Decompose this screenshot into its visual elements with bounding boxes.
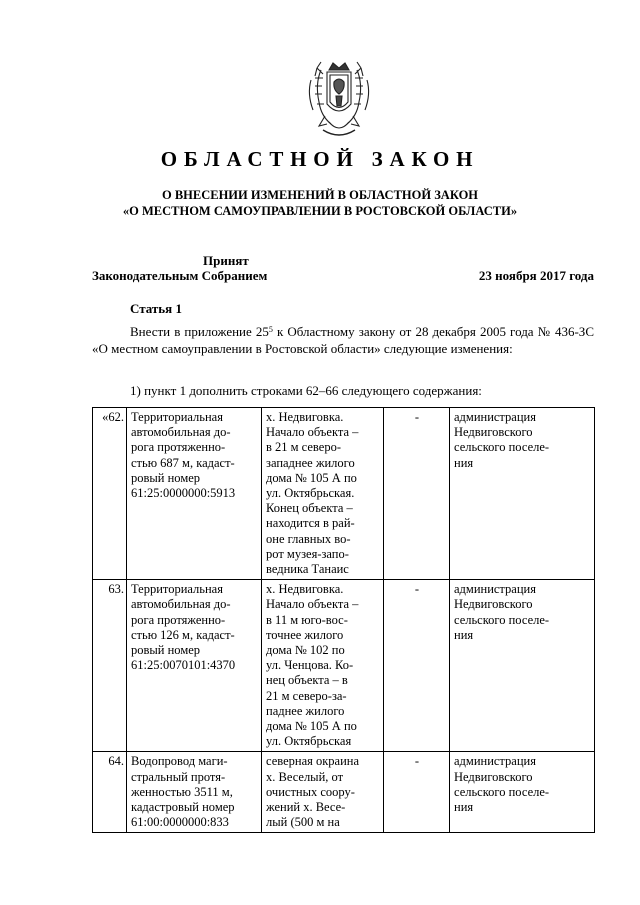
object-location-line: ул. Ченцова. Ко- (266, 658, 354, 673)
object-location-line: дома № 105 А по (266, 470, 357, 485)
object-location-line: очистных соору- (266, 784, 355, 799)
object-name-line: рога протяженно- (131, 440, 226, 455)
object-location-line: дома № 105 А по (266, 719, 357, 734)
administration-line: сельского поселе- (454, 784, 550, 799)
row-number-cell: 64. (93, 752, 127, 833)
adopted-label: Принят (203, 253, 249, 268)
object-location-line: оне главных во- (266, 531, 351, 546)
object-location-line: ведника Танаис (266, 562, 349, 577)
object-name-line: стью 687 м, кадаст- (131, 455, 235, 470)
object-name-line: 61:25:0000000:5913 (131, 486, 236, 501)
object-name-line: стральный протя- (131, 769, 226, 784)
administration-line: сельского поселе- (454, 440, 550, 455)
object-location-line: лый (500 м на (266, 815, 340, 830)
object-name-line: 61:25:0070101:4370 (131, 658, 236, 673)
object-location-line: х. Недвиговка. (266, 582, 344, 597)
law-subtitle-line-2: «О МЕСТНОМ САМОУПРАВЛЕНИИ В РОСТОВСКОЙ ОБЛАСТИ» (122, 204, 518, 218)
object-name-line: кадастровый номер (131, 800, 235, 815)
empty-column-cell: - (384, 580, 450, 752)
object-location-cell (262, 752, 384, 833)
object-location-line: ул. Октябрьская. (266, 486, 355, 501)
administration-line: сельского поселе- (454, 612, 550, 627)
paragraph-1-start: Внести в приложение 25 (130, 324, 269, 339)
table-row (93, 580, 595, 752)
article-paragraph-2: 1) пункт 1 дополнить строками 62–66 следующего содержания: (130, 383, 482, 398)
row-number-cell: «62. (93, 408, 127, 580)
object-location-line: жений х. Весе- (266, 800, 346, 815)
table-row (93, 752, 595, 833)
administration-line: администрация (454, 410, 536, 424)
object-name-line: Территориальная (131, 582, 223, 597)
object-name-cell (127, 408, 262, 580)
administration-line: Недвиговского (454, 597, 533, 612)
adoption-date: 23 ноября 2017 года (478, 268, 594, 283)
administration-line: администрация (454, 754, 536, 769)
empty-column-cell: - (384, 752, 450, 833)
object-location-line: северная окраина (266, 754, 360, 769)
row-number-cell: 63. (93, 580, 127, 752)
administration-line: Недвиговского (454, 425, 533, 440)
page-bottom-margin (92, 834, 594, 905)
object-location-line: ул. Октябрьская (266, 734, 352, 749)
administration-line: ния (454, 800, 474, 815)
article-heading: Статья 1 (130, 301, 182, 316)
object-name-cell (127, 580, 262, 752)
object-location-line: 21 м северо-за- (266, 688, 347, 703)
object-location-line: нец объекта – в (266, 673, 348, 688)
object-name-line: автомобильная до- (131, 597, 231, 612)
object-location-line: в 21 м северо- (266, 440, 341, 455)
object-location-line: западнее жилого (266, 455, 355, 470)
adopting-body: Законодательным Собранием (92, 268, 268, 283)
law-subtitle-line-1: О ВНЕСЕНИИ ИЗМЕНЕНИЙ В ОБЛАСТНОЙ ЗАКОН (161, 188, 479, 202)
object-location-line: паднее жилого (266, 703, 345, 718)
object-location-line: Начало объекта – (266, 597, 359, 612)
paragraph-1-superscript: 5 (268, 325, 273, 334)
object-location-line: Начало объекта – (266, 425, 359, 440)
object-location-line: х. Веселый, от (266, 769, 344, 784)
objects-table (92, 407, 595, 833)
object-name-line: автомобильная до- (131, 425, 231, 440)
object-location-line: Конец объекта – (266, 501, 353, 516)
object-name-line: ровый номер (131, 470, 201, 485)
object-location-line: находится в рай- (266, 516, 355, 531)
administration-cell (450, 580, 595, 752)
law-title: ОБЛАСТНОЙ ЗАКОН (160, 147, 480, 171)
object-name-line: Территориальная (131, 410, 223, 424)
object-location-line: точнее жилого (266, 627, 344, 642)
object-location-line: дома № 102 по (266, 643, 345, 658)
coat-of-arms-icon (301, 60, 377, 140)
object-location-line: рот музея-запо- (266, 546, 349, 561)
empty-column-cell: - (384, 408, 450, 580)
object-name-line: женностью 3511 м, (131, 784, 233, 799)
administration-line: Недвиговского (454, 769, 533, 784)
objects-table-body (93, 408, 595, 833)
object-name-line: рога протяженно- (131, 612, 226, 627)
administration-line: ния (454, 455, 474, 470)
object-location-cell (262, 580, 384, 752)
table-row (93, 408, 595, 580)
object-location-line: в 11 м юго-вос- (266, 612, 348, 627)
article-paragraph-1 (92, 324, 594, 357)
administration-cell (450, 408, 595, 580)
object-name-cell (127, 752, 262, 833)
administration-cell (450, 752, 595, 833)
object-name-line: Водопровод маги- (131, 754, 228, 769)
administration-line: администрация (454, 582, 536, 597)
object-name-line: стью 126 м, кадаст- (131, 627, 235, 642)
administration-line: ния (454, 627, 474, 642)
object-name-line: 61:00:0000000:833 (131, 815, 229, 830)
object-name-line: ровый номер (131, 643, 201, 658)
paragraph-1-end: к Областному закону от 28 декабря 2005 года № 436-ЗС «О местном самоуправлении в Ростовской области» следующие изменения: (92, 324, 594, 356)
law-subtitle (0, 187, 640, 219)
object-location-line: х. Недвиговка. (266, 410, 344, 424)
object-location-cell (262, 408, 384, 580)
